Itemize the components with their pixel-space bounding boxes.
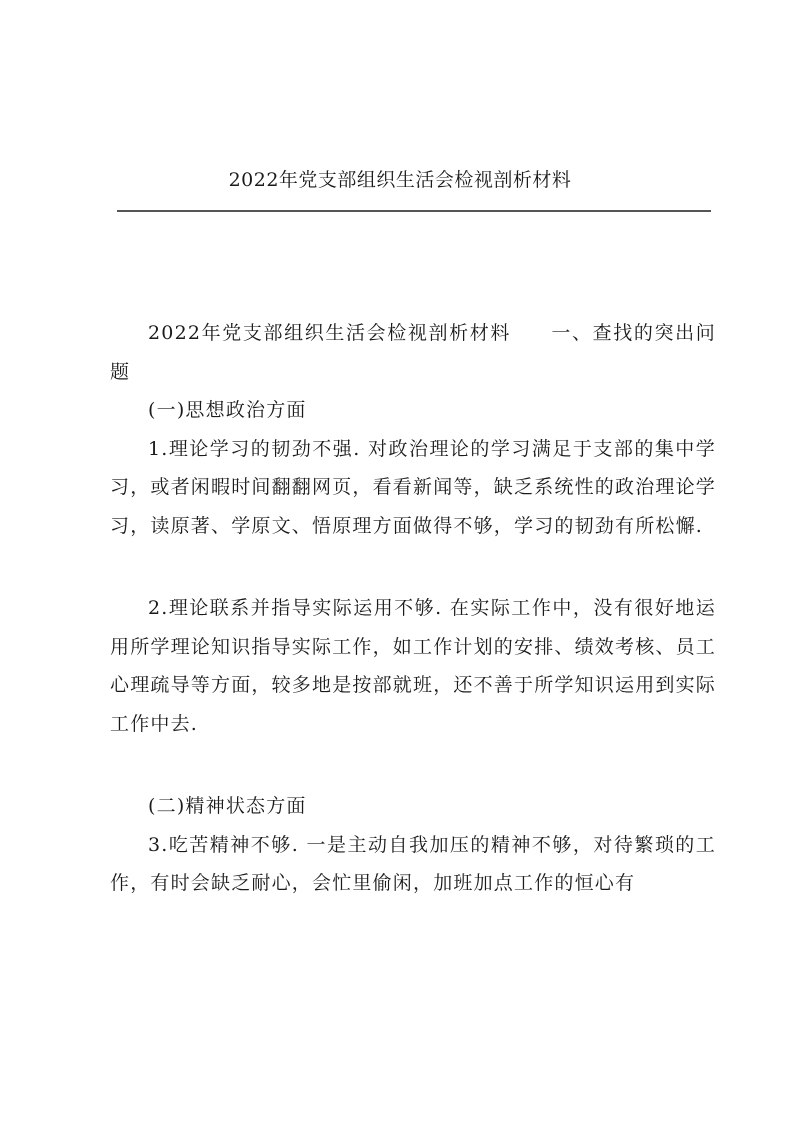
subsection-heading-ideology: (一)思想政治方面: [148, 399, 307, 421]
item-paragraph-3: 3.吃苦精神不够. 一是主动自我加压的精神不够，对待繁琐的工作，有时会缺乏耐心，会忙里偷闲，加班加点工作的恒心有: [110, 833, 716, 894]
document-body: [110, 314, 716, 903]
intro-paragraph: [110, 314, 716, 391]
subsection-heading-spirit: (二)精神状态方面: [148, 795, 307, 817]
title-underline: [117, 210, 711, 212]
section-one-heading: 一、查找的突出问题: [110, 322, 716, 383]
intro-heading-repeat: 2022年党支部组织生活会检视剖析材料: [148, 322, 511, 344]
item-paragraph-2: 2.理论联系并指导实际运用不够. 在实际工作中，没有很好地运用所学理论知识指导实际工作，如工作计划的安排、绩效考核、员工心理疏导等方面，较多地是按部就班，还不善于所学知识运用到实际工作中去.: [110, 597, 717, 735]
document-title: 2022年党支部组织生活会检视剖析材料: [228, 169, 572, 191]
item-paragraph-1: 1.理论学习的韧劲不强. 对政治理论的学习满足于支部的集中学习，或者闲暇时间翻翻网页，看看新闻等，缺乏系统性的政治理论学习，读原著、学原文、悟原理方面做得不够，学习的韧劲有所松懈.: [110, 437, 717, 537]
